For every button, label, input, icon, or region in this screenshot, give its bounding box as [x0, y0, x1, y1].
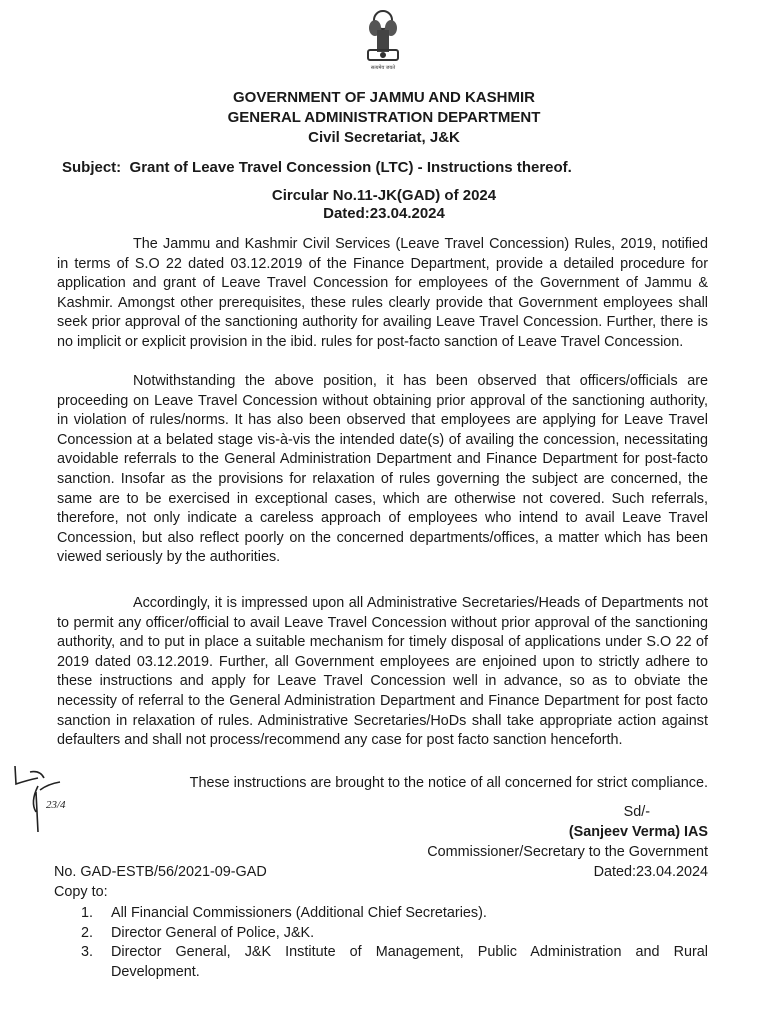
paragraph-1 [57, 235, 708, 353]
office-title: Civil Secretariat, J&K [308, 129, 460, 146]
item-number: 2. [81, 924, 94, 941]
department-title: GENERAL ADMINISTRATION DEPARTMENT [227, 109, 541, 126]
item-number: 1. [81, 905, 94, 921]
government-title: GOVERNMENT OF JAMMU AND KASHMIR [233, 89, 535, 106]
signatory-name: (Sanjeev Verma) IAS [568, 824, 708, 840]
subject-label: Subject: [62, 159, 122, 176]
signatory-designation: Commissioner/Secretary to the Government [427, 844, 708, 860]
subject-line [62, 158, 572, 178]
subject-text: Grant of Leave Travel Concession (LTC) - Instructions thereof. [129, 159, 572, 176]
list-item [57, 924, 708, 944]
item-text: All Financial Commissioners (Additional Chief Secretaries). [111, 905, 487, 921]
reference-number: No. GAD-ESTB/56/2021-09-GAD [54, 864, 267, 880]
circular-date: Dated:23.04.2024 [323, 205, 445, 222]
circular-block [0, 187, 768, 223]
handwritten-date: 23/4 [46, 799, 66, 811]
copy-to-label: Copy to: [54, 884, 108, 900]
emblem-motto: सत्यमेव जयते [370, 65, 396, 71]
list-item [57, 943, 708, 982]
item-number: 3. [81, 944, 94, 961]
signature-date: Dated:23.04.2024 [593, 864, 708, 880]
item-text: Director General, J&K Institute of Management, Public Administration and Rural Development. [111, 944, 708, 980]
paragraph-text: The Jammu and Kashmir Civil Services (Leave Travel Concession) Rules, 2019, notified in terms of S.O 22 dated 03.12.2019 of the Finance Department, provide a detailed procedure for application and grant of Leave Travel Concession for employees of the Government of Jammu & Kashmir. Amongst other prerequisites, these rules clearly provide that Government employees shall seek prior approval of the sanctioning authority for availing Leave Travel Concession. Further, there is no implicit or explicit provision in the ibid. rules for post-facto sanction of Leave Travel Concession. [57, 236, 708, 350]
list-item [57, 904, 708, 924]
paragraph-text: Accordingly, it is impressed upon all Administrative Secretaries/Heads of Departments not to permit any officer/official to avail Leave Travel Concession without prior approval of the sanctioning authority, and to put in place a suitable mechanism for timely disposal of applications under S.O 22 of 2019 dated 03.12.2019. Further, all Government employees are enjoined upon to strictly adhere to these instructions and apply for Leave Travel Concession well in advance, so as to obviate the necessity of referral to the General Administration Department and Finance Department for post facto sanction in relaxation of rules. Administrative Secretaries/HoDs shall take appropriate action against defaulters and shall not process/recommend any case for post facto sanction henceforth. [57, 595, 708, 749]
signature-block [427, 802, 708, 882]
paragraph-2 [57, 372, 708, 568]
letterhead [0, 88, 768, 148]
circular-number: Circular No.11-JK(GAD) of 2024 [271, 187, 497, 204]
item-text: Director General of Police, J&K. [111, 924, 315, 941]
paragraph-text: Notwithstanding the above position, it has been observed that officers/officials are proceeding on Leave Travel Concession without obtaining prior approval of the sanctioning authority, in violation of rules/norms. It has also been observed that employees are applying for Leave Travel Concession at a belated stage vis-à-vis the intended date(s) of availing the concession, necessitating avoidable referrals to the General Administration Department and Finance Department for post-facto sanction. Insofar as the provisions for relaxation of rules governing the subject are concerned, the same are to be exercised in exceptional cases, which are otherwise not covered. Such referrals, therefore, not only indicate a careless approach of employees who intend to avail Leave Travel Concession, but also reflect poorly on the concerned departments/offices, a matter which has been viewed seriously by the authorities. [57, 373, 708, 566]
reference-block [54, 862, 267, 902]
handwritten-initials [10, 762, 70, 834]
copy-to-list [57, 904, 708, 982]
signed-mark: Sd/- [623, 804, 650, 820]
paragraph-4: These instructions are brought to the notice of all concerned for strict compliance. [189, 775, 708, 791]
state-emblem [362, 8, 404, 72]
paragraph-3 [57, 594, 708, 751]
